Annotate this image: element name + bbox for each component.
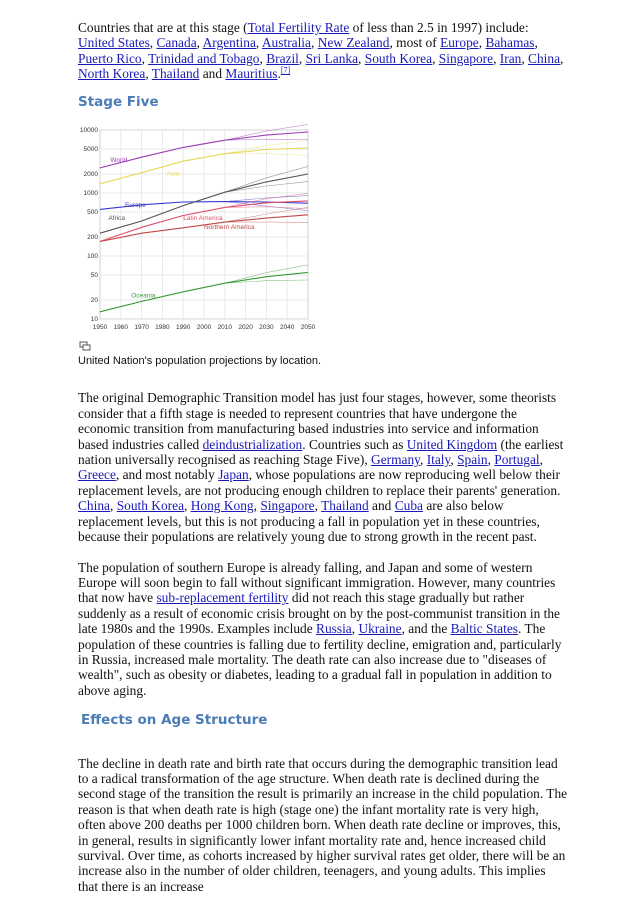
country-link[interactable]: Argentina <box>202 35 256 51</box>
series-label: Africa <box>108 215 125 223</box>
age-structure-paragraph: The decline in death rate and birth rate that occurs during the demographic transition lead to a radical transformation of the age structure. When death rate is declined during the second stage of the transition the result is primarily an increase in the child population. The reason is that when death rate is high (stage one) the infant mortality rate is very high, often above 200 deaths per 1000 children born. When death rate decline or improves, this, in general, results in significantly lower infant mortality rate and, hence increased child survival. Over time, as cohorts increased by higher survival rates get older, there will be an increase also in the number of older children, teenagers, and young adults. This implies that there is an increase <box>78 755 568 894</box>
country-link[interactable]: North Korea <box>78 66 146 82</box>
country-link[interactable]: Cuba <box>394 498 423 514</box>
x-tick-label: 1970 <box>134 324 149 331</box>
country-link[interactable]: China <box>78 498 110 514</box>
tfr-link[interactable]: Total Fertility Rate <box>247 20 350 35</box>
y-tick-label: 10000 <box>79 127 98 135</box>
y-tick-label: 10 <box>90 316 98 324</box>
country-link[interactable]: China <box>528 50 561 66</box>
country-link[interactable]: Spain <box>457 452 488 468</box>
country-link[interactable]: South Korea <box>364 50 433 66</box>
population-chart <box>78 124 322 336</box>
country-link[interactable]: South Korea <box>116 498 185 514</box>
x-tick-label: 2010 <box>217 324 233 331</box>
x-tick-label: 2030 <box>259 324 274 331</box>
reference-link[interactable]: [7] <box>280 65 291 75</box>
country-link[interactable]: Russia <box>316 621 352 637</box>
series-label: Oceania <box>131 292 156 300</box>
x-tick-label: 2020 <box>238 324 253 331</box>
y-tick-label: 500 <box>87 209 98 217</box>
x-tick-label: 2040 <box>279 324 295 331</box>
stage-five-heading: Stage Five <box>78 93 159 110</box>
europe-link[interactable]: Europe <box>440 35 479 51</box>
country-link[interactable]: United States <box>78 35 150 51</box>
y-tick-label: 100 <box>87 253 98 261</box>
country-link[interactable]: Portugal <box>494 452 540 468</box>
country-link[interactable]: New Zealand <box>317 35 390 51</box>
effects-heading: Effects on Age Structure <box>81 712 268 729</box>
country-link[interactable]: Singapore <box>438 50 494 66</box>
intro-paragraph: Countries that are at this stage (Total Fertility Rate of less than 2.5 in 1997) include: United States, Canada, Argentina, Australia, New Zealand, most of Europe, Bahamas, Puerto Rico, Trinidad and Tobago, Brazil, Sri Lanka, South Korea, Singapore, Iran, China, North Korea, Thailand and Mauritius.[7] <box>78 20 564 82</box>
y-tick-label: 200 <box>87 234 98 242</box>
y-tick-label: 50 <box>90 272 98 280</box>
y-tick-label: 2000 <box>83 171 98 179</box>
country-link[interactable]: Singapore <box>260 498 315 514</box>
y-tick-label: 5000 <box>83 146 98 154</box>
figure-caption: United Nation's population projections by location. <box>78 355 322 368</box>
country-link[interactable]: Italy <box>426 452 451 468</box>
country-link[interactable]: Puerto Rico <box>78 50 142 66</box>
y-tick-label: 1000 <box>83 190 98 198</box>
country-link[interactable]: Germany <box>371 452 420 468</box>
sub-replacement-link[interactable]: sub-replacement fertility <box>156 590 289 606</box>
series-label: Northern America <box>204 223 255 231</box>
southern-europe-paragraph: The population of southern Europe is already falling, and Japan and some of western Europe will soon begin to fall without significant immigration. However, many countries that now have sub-replacement fertility did not reach this stage gradually but rather suddenly as a result of economic crisis brought on by the post-communist transition in the late 1980s and the 1990s. Examples include Russia, Ukraine, and the Baltic States. The population of these countries is falling due to fertility decline, emigration and, particularly in Russia, increased male mortality. The death rate can also increase due to "diseases of wealth", such as obesity or diabetes, leading to a gradual fall in population in addition to above aging. <box>78 559 562 698</box>
x-tick-label: 1980 <box>155 324 170 331</box>
country-link[interactable]: Hong Kong <box>190 498 254 514</box>
country-link[interactable]: Canada <box>156 35 197 51</box>
x-tick-label: 2050 <box>300 324 316 331</box>
country-link[interactable]: Iran <box>499 50 522 66</box>
country-link[interactable]: Bahamas <box>485 35 535 51</box>
enlarge-icon[interactable] <box>79 341 91 351</box>
country-link[interactable]: Australia <box>261 35 311 51</box>
country-link[interactable]: Mauritius <box>225 66 278 82</box>
country-link[interactable]: Brazil <box>266 50 299 66</box>
country-link[interactable]: United Kingdom <box>406 436 498 452</box>
y-tick-label: 20 <box>90 297 98 305</box>
x-tick-label: 2000 <box>196 324 212 331</box>
baltic-states-link[interactable]: Baltic States <box>450 621 518 637</box>
chart-svg <box>78 124 322 336</box>
series-label: World <box>110 157 128 165</box>
country-link[interactable]: Trinidad and Tobago <box>148 50 260 66</box>
country-link[interactable]: Ukraine <box>358 621 402 637</box>
stage-five-paragraph: The original Demographic Transition model has just four stages, however, some theorists consider that a fifth stage is needed to represent countries that have undergone the economic transition from manufacturing based industries into service and information based industries called deindustrialization. Countries such as United Kingdom (the earliest nation universally recognised as reaching Stage Five), Germany, Italy, Spain, Portugal, Greece, and most notably Japan, whose populations are now reproducing well below their replacement levels, are not producing enough children to replace their parents' generation. China, South Korea, Hong Kong, Singapore, Thailand and Cuba are also below replacement levels, but this is not producing a fall in population yet in these countries, because their populations are relatively young due to strong growth in the recent past. <box>78 390 564 545</box>
series-label: Asia <box>166 170 180 178</box>
country-link[interactable]: Japan <box>218 467 249 483</box>
x-tick-label: 1960 <box>113 324 129 331</box>
country-link[interactable]: Thailand <box>321 498 369 514</box>
x-tick-label: 1990 <box>175 324 191 331</box>
x-tick-label: 1950 <box>92 324 108 331</box>
country-link[interactable]: Greece <box>78 467 116 483</box>
series-label: Europe <box>124 201 146 209</box>
series-label: Latin America <box>183 215 223 223</box>
country-link[interactable]: Sri Lanka <box>305 50 359 66</box>
country-link[interactable]: Thailand <box>151 66 200 82</box>
deindustrialization-link[interactable]: deindustrialization <box>202 436 303 452</box>
